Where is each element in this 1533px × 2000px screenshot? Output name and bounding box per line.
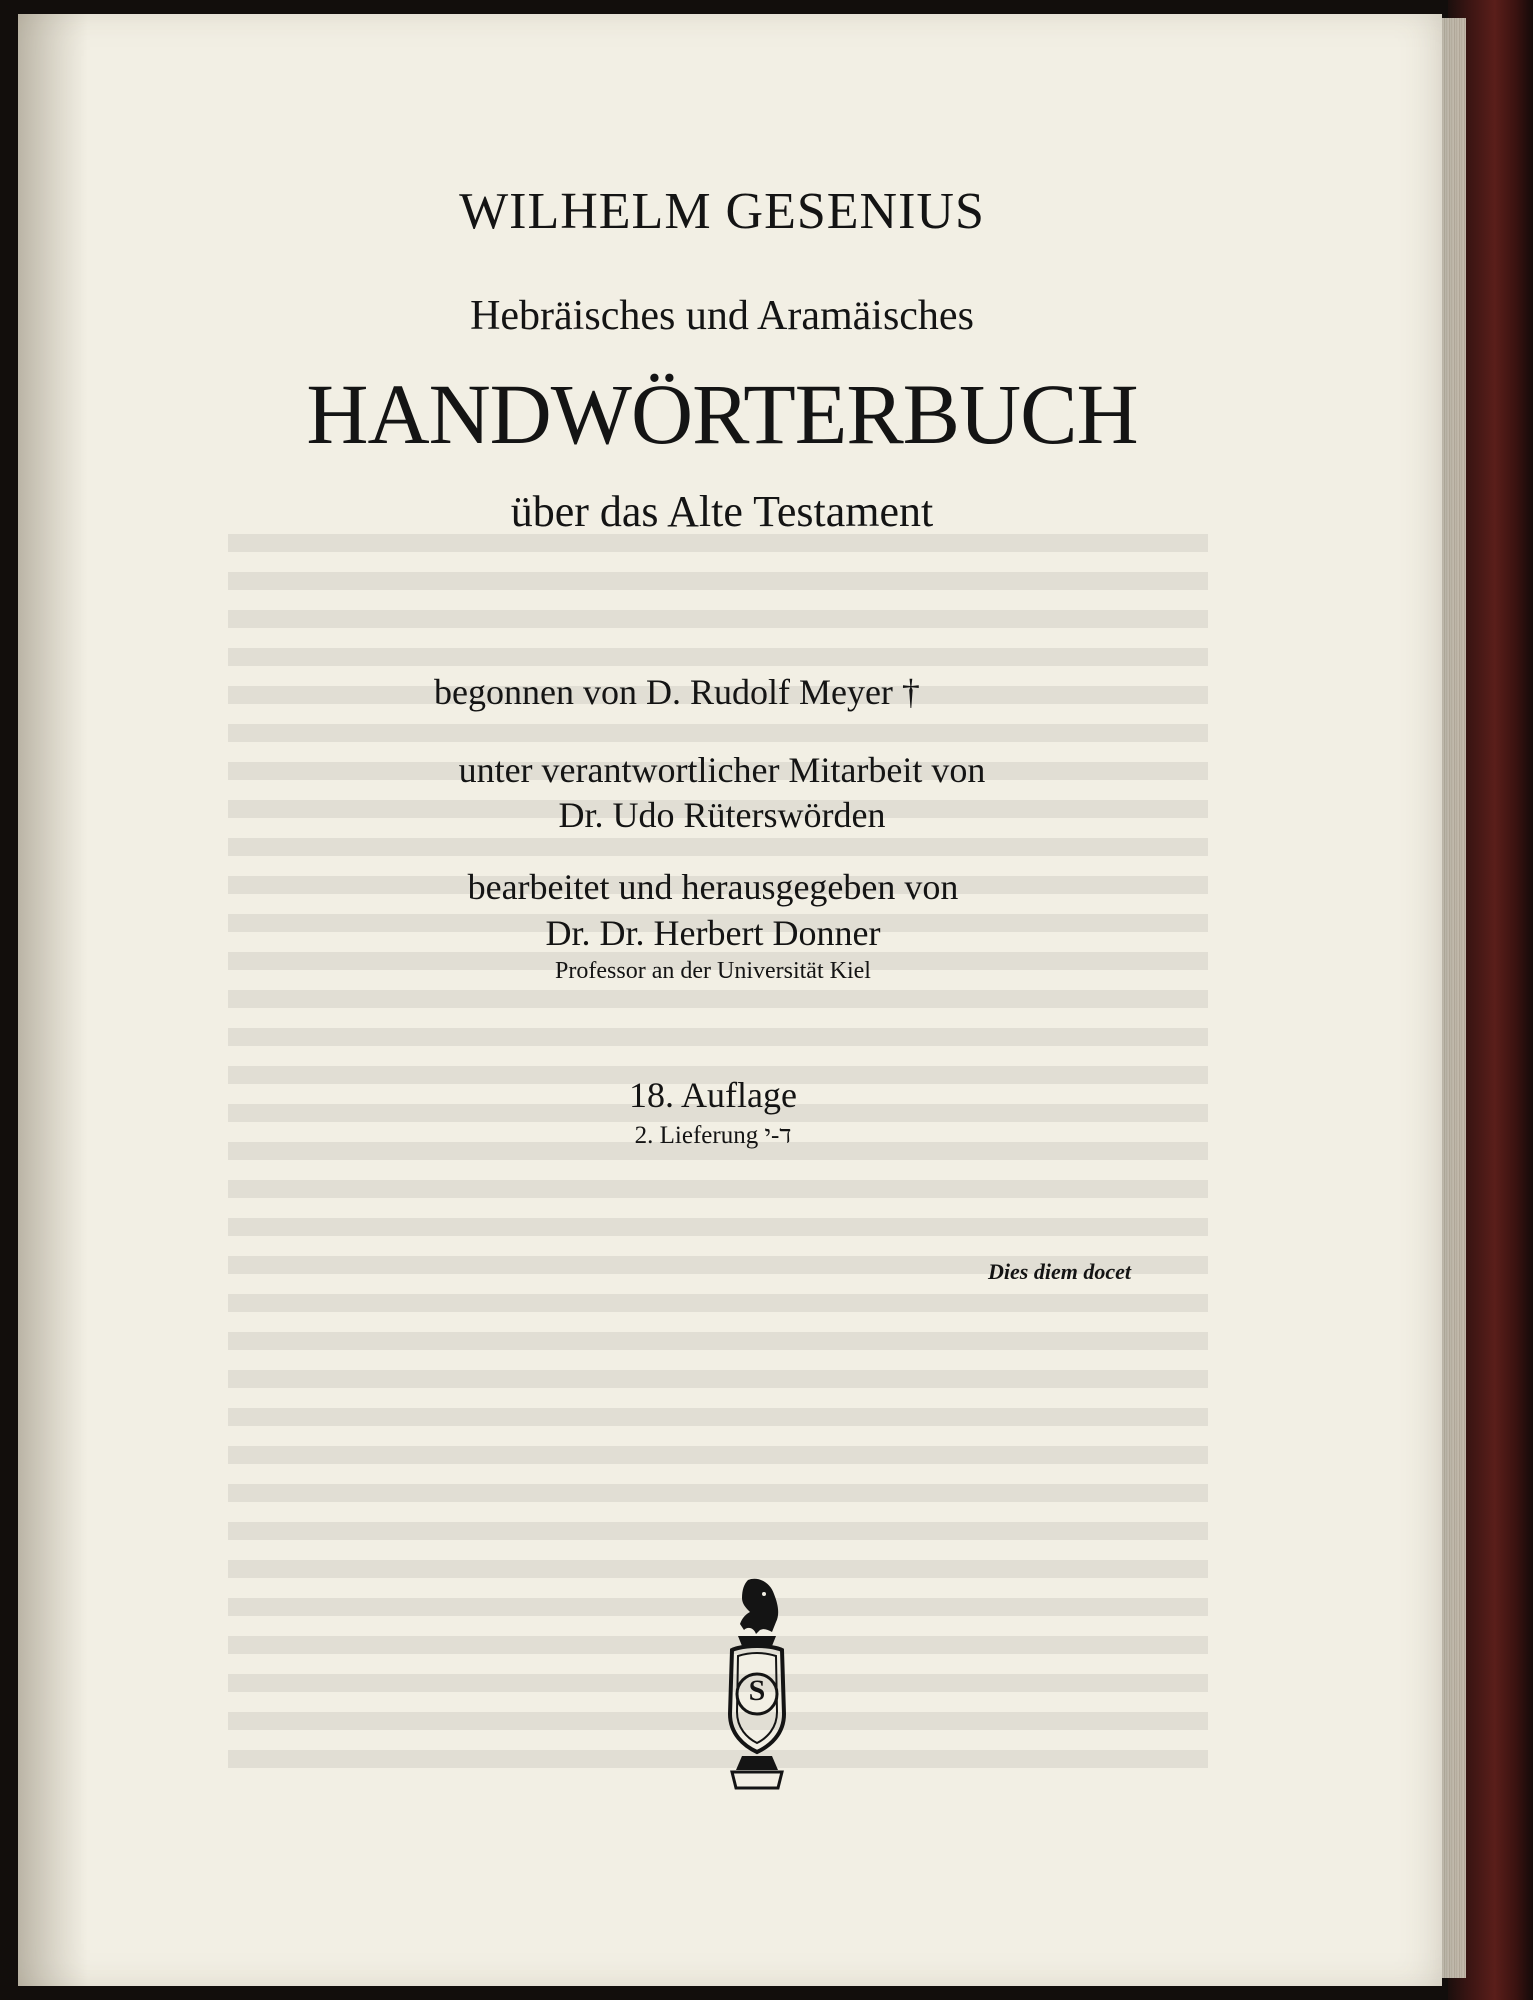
delivery-number: 2. Lieferung ד-י — [634, 1122, 792, 1149]
springer-knight-icon — [718, 1574, 796, 1794]
page-stack-edge — [1440, 18, 1466, 1978]
editor-name: Dr. Dr. Herbert Donner — [545, 913, 881, 953]
title-page — [18, 14, 1442, 1986]
subtitle-bottom: über das Alte Testament — [510, 487, 934, 536]
collaborator-name: Dr. Udo Rüterswörden — [558, 795, 886, 835]
logo-monogram: S — [748, 1674, 766, 1707]
author-name: WILHELM GESENIUS — [459, 183, 985, 240]
collaboration-line: unter verantwortlicher Mitarbeit von — [458, 750, 986, 790]
subtitle-top: Hebräisches und Aramäisches — [470, 293, 974, 339]
edition-number: 18. Auflage — [629, 1075, 797, 1115]
title-page-content — [18, 14, 1442, 1986]
editor-title: Professor an der Universität Kiel — [555, 958, 871, 984]
motto: Dies diem docet — [988, 1259, 1131, 1284]
logo-year: 1842 — [748, 1774, 766, 1784]
main-title: HANDWÖRTERBUCH — [306, 366, 1138, 462]
edited-by-line: bearbeitet und herausgegeben von — [467, 867, 959, 907]
begun-by-line: begonnen von D. Rudolf Meyer † — [434, 672, 920, 712]
